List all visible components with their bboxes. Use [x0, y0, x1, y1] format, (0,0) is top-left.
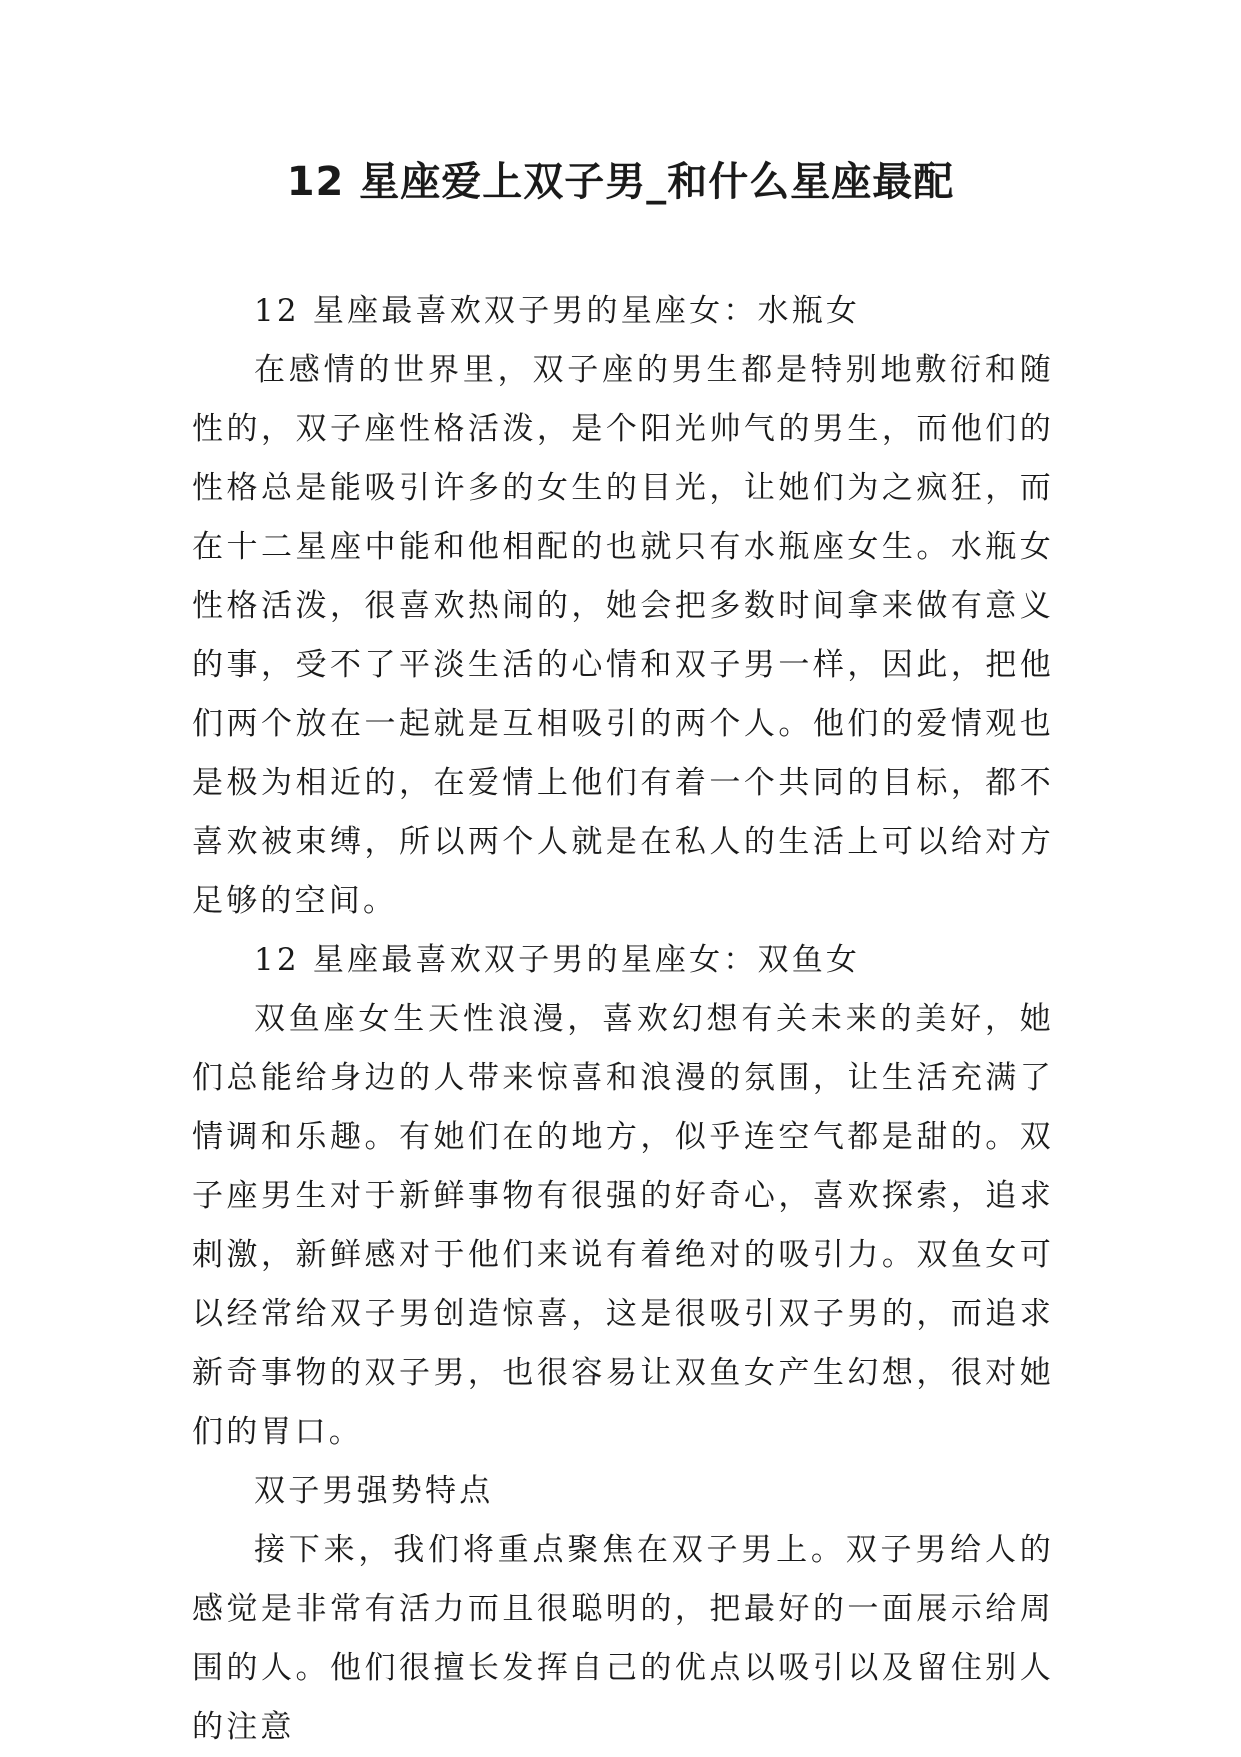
paragraph-heading-aquarius: 12 星座最喜欢双子男的星座女：水瓶女 — [254, 293, 861, 329]
paragraph-gemini-traits: 接下来，我们将重点聚焦在双子男上。双子男给人的感觉是非常有活力而且很聪明的，把最好的一面展示给周围的人。他们很擅长发挥自己的优点以吸引以及留住别人的注意 — [192, 1532, 1054, 1745]
paragraph-aquarius: 在感情的世界里，双子座的男生都是特别地敷衍和随性的，双子座性格活泼，是个阳光帅气的男生，而他们的性格总是能吸引许多的女生的目光，让她们为之疯狂，而在十二星座中能和他相配的也就只有水瓶座女生。水瓶女性格活泼，很喜欢热闹的，她会把多数时间拿来做有意义的事，受不了平淡生活的心情和双子男一样，因此，把他们两个放在一起就是互相吸引的两个人。他们的爱情观也是极为相近的，在爱情上他们有着一个共同的目标，都不喜欢被束缚，所以两个人就是在私人的生活上可以给对方足够的空间。 — [192, 352, 1054, 919]
paragraph-pisces: 双鱼座女生天性浪漫，喜欢幻想有关未来的美好，她们总能给身边的人带来惊喜和浪漫的氛围，让生活充满了情调和乐趣。有她们在的地方，似乎连空气都是甜的。双子座男生对于新鲜事物有很强的好奇心，喜欢探索，追求刺激，新鲜感对于他们来说有着绝对的吸引力。双鱼女可以经常给双子男创造惊喜，这是很吸引双子男的，而追求新奇事物的双子男，也很容易让双鱼女产生幻想，很对她们的胃口。 — [192, 1001, 1054, 1450]
document-body — [192, 282, 1054, 1757]
paragraph-heading-gemini-traits: 双子男强势特点 — [254, 1473, 494, 1509]
paragraph-heading-pisces: 12 星座最喜欢双子男的星座女：双鱼女 — [254, 942, 861, 978]
document-title: 12 星座爱上双子男_和什么星座最配 — [286, 159, 955, 205]
